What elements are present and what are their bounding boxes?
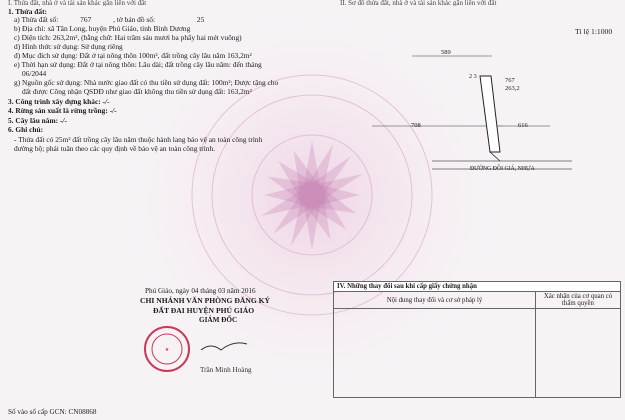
map-road-label: ĐƯỜNG ĐỒI GIÁ, NHỰA: [470, 166, 535, 172]
map-label-neighbor-west: 708: [411, 122, 421, 129]
map-label-parcel-area: 263,2: [505, 85, 520, 92]
map-label-neighbor-east: 616: [518, 122, 528, 129]
changes-cell-content: [334, 309, 536, 398]
issuer-title: GIÁM ĐỐC: [199, 316, 238, 324]
changes-table-title: IV. Những thay đổi sau khi cấp giấy chứng nhận: [334, 282, 621, 292]
map-label-parcel-no: 767: [505, 77, 515, 84]
map-vertex-2-3: 2 3: [469, 73, 477, 80]
changes-col-content: Nội dung thay đổi và cơ sở pháp lý: [334, 292, 536, 309]
section-1-title: 1. Thửa đất:: [8, 7, 48, 16]
signer-name: Trần Minh Hoàng: [200, 366, 252, 374]
section-5-title: 5. Cây lâu năm: -/-: [8, 116, 67, 125]
note-line-1: - Thửa đất có 25m² đất trồng cây lâu năm thuộc hành lang bảo vệ an toàn công trình: [14, 135, 263, 144]
parcel-number: a) Thửa đất số: 767 , tờ bản đồ số: 25: [14, 15, 205, 24]
top-header-left: I. Thửa đất, nhà ở và tài sản khác gắn liền với đất: [8, 0, 147, 6]
handwritten-signature-icon: [201, 343, 247, 350]
changes-table: [333, 281, 621, 398]
changes-cell-confirm: [536, 309, 621, 398]
svg-text:★: ★: [164, 347, 170, 353]
origin-line: g) Nguồn gốc sử dụng: Nhà nước giao đất có thu tiền sử dụng đất: 100m²; Được tặng cho: [14, 78, 279, 87]
issue-date: Phú Giáo, ngày 04 tháng 03 năm 2016: [145, 287, 256, 295]
usage-term-date: 06/2044: [22, 69, 47, 78]
top-header-right: II. Sơ đồ thửa đất, nhà ở và tài sản khác gắn liền với đất: [340, 0, 497, 6]
usage-form-line: d) Hình thức sử dụng: Sử dụng riêng: [14, 42, 123, 51]
section-6-title: 6. Ghi chú:: [8, 125, 44, 134]
map-scale: Tỉ lệ 1:1000: [575, 27, 613, 36]
section-4-title: 4. Rừng sản xuất là rừng trồng: -/-: [8, 106, 117, 115]
map-label-neighbor-north: 589: [441, 49, 451, 56]
serial-number: Số vào sổ cấp GCN: CN08868: [8, 408, 97, 416]
issuer-line-2: ĐẤT ĐAI HUYỆN PHÚ GIÁO: [153, 306, 255, 315]
usage-term-line: e) Thời hạn sử dụng: Đất ở tại nông thôn: Lâu dài; đất trồng cây lâu năm: đến tháng: [14, 60, 262, 69]
address-line: b) Địa chỉ: xã Tân Long, huyện Phú Giáo, tỉnh Bình Dương: [14, 24, 191, 33]
note-line-2: đường bộ; phải tuân theo các quy định về bảo vệ an toàn công trình.: [14, 144, 216, 153]
issuer-line-1: CHI NHÁNH VĂN PHÒNG ĐĂNG KÝ: [140, 296, 271, 305]
area-line: c) Diện tích: 263,2m², (bằng chữ: Hai trăm sáu mươi ba phẩy hai mét vuông): [14, 33, 242, 42]
section-3-title: 3. Công trình xây dựng khác: -/-: [8, 97, 110, 106]
changes-col-confirm: Xác nhận của cơ quan có thẩm quyền: [536, 292, 621, 309]
origin-line-2: đất được Công nhận QSDĐ như giao đất không thu tiền sử dụng đất: 163,2m²: [22, 87, 252, 96]
usage-purpose-line: đ) Mục đích sử dụng: Đất ở tại nông thôn 100m², đất trồng cây lâu năm 163,2m²: [14, 51, 252, 60]
